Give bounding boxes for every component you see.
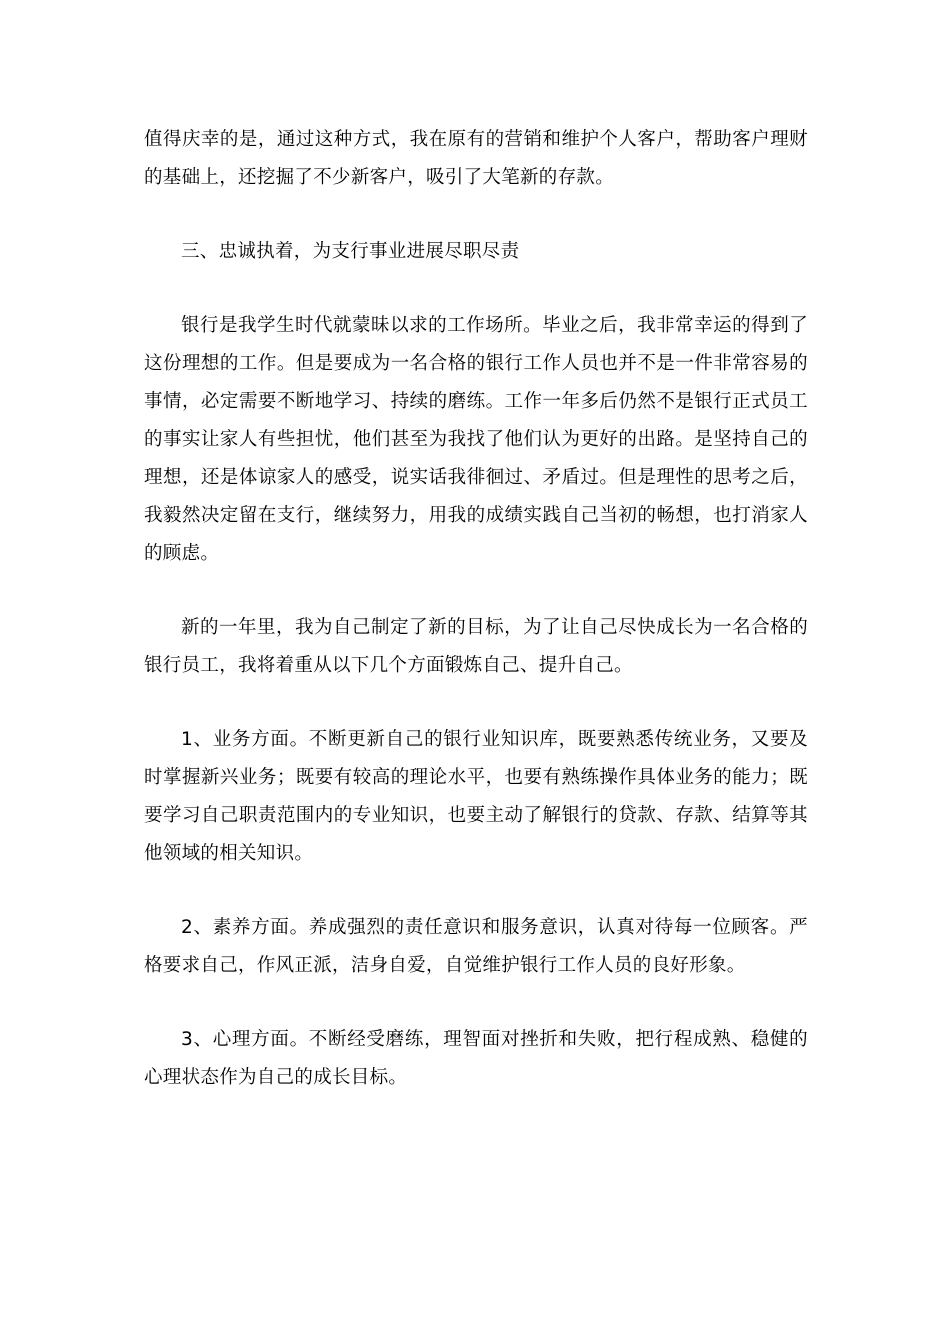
list-item-quality: 2、素养方面。养成强烈的责任意识和服务意识，认真对待每一位顾客。严格要求自己，作风正派，洁身自爱，自觉维护银行工作人员的良好形象。 <box>144 917 808 976</box>
document-body <box>144 121 808 1133</box>
section-heading: 三、忠诚执着，为支行事业进展尽职尽责 <box>181 241 520 262</box>
paragraph-1: 值得庆幸的是，通过这种方式，我在原有的营销和维护个人客户，帮助客户理财的基础上，还挖掘了不少新客户，吸引了大笔新的存款。 <box>144 129 808 188</box>
list-item-business: 1、业务方面。不断更新自己的银行业知识库，既要熟悉传统业务，又要及时掌握新兴业务；既要有较高的理论水平，也要有熟练操作具体业务的能力；既要学习自己职责范围内的专业知识，也要主动了解银行的贷款、存款、结算等其他领域的相关知识。 <box>144 729 808 864</box>
list-item-psychology: 3、心理方面。不断经受磨练，理智面对挫折和失败，把行程成熟、稳健的心理状态作为自己的成长目标。 <box>144 1029 808 1088</box>
paragraph-3: 银行是我学生时代就蒙昧以求的工作场所。毕业之后，我非常幸运的得到了这份理想的工作。但是要成为一名合格的银行工作人员也并不是一件非常容易的事情，必定需要不断地学习、持续的磨练。工作一年多后仍然不是银行正式员工的事实让家人有些担忧，他们甚至为我找了他们认为更好的出路。是坚持自己的理想，还是体谅家人的感受，说实话我徘徊过、矛盾过。但是理性的思考之后，我毅然决定留在支行，继续努力，用我的成绩实践自己当初的畅想，也打消家人的顾虑。 <box>144 315 808 564</box>
paragraph-4: 新的一年里，我为自己制定了新的目标，为了让自己尽快成长为一名合格的银行员工，我将着重从以下几个方面锻炼自己、提升自己。 <box>144 617 808 676</box>
